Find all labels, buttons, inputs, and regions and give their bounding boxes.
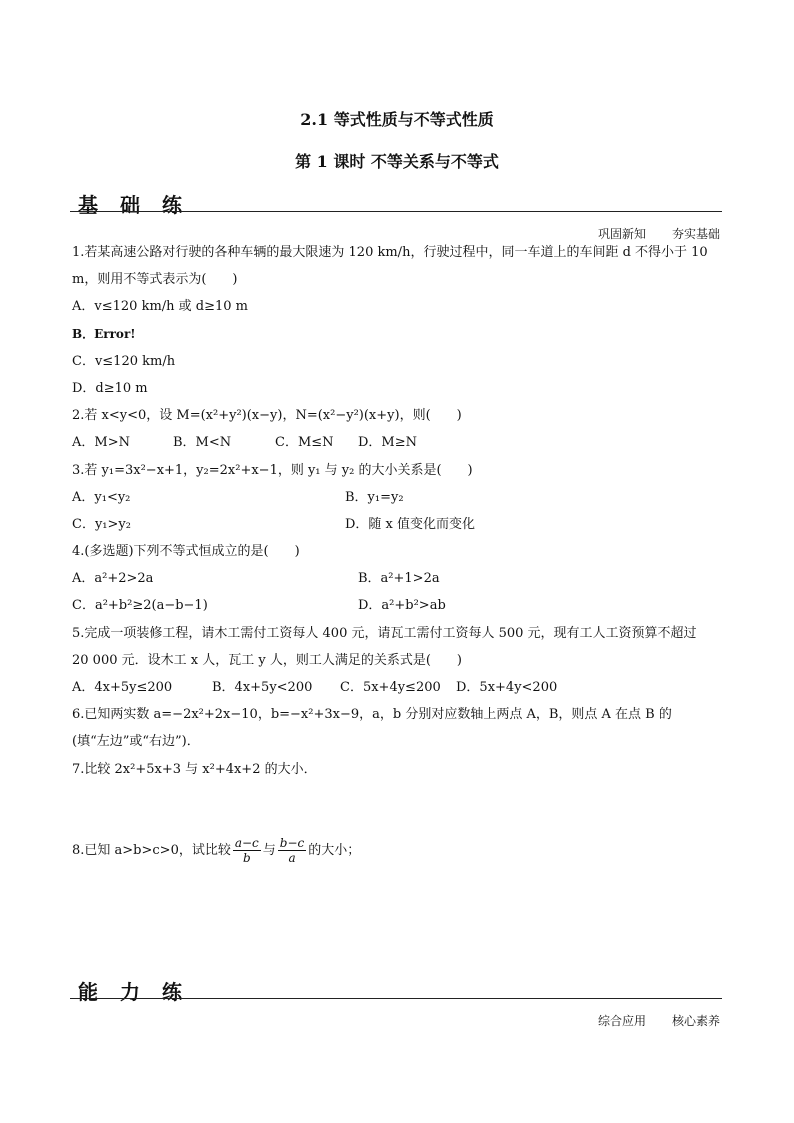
q5-option-c: C．5x+4y≤200 [340,680,441,695]
q5-option-d: D．5x+4y<200 [456,680,558,695]
question-1-line1: 1.若某高速公路对行驶的各种车辆的最大限速为 120 km/h，行驶过程中，同一车道上的车间距 d 不得小于 10 [72,245,708,260]
lesson-subtitle: 第 1 课时 不等关系与不等式 [295,152,499,171]
question-1-line2: m，则用不等式表示为( ) [72,272,238,287]
fraction-1 [233,836,261,866]
section-tags-ability [572,1012,720,1029]
q8-prefix: 8.已知 a>b>c>0，试比较 [72,843,231,859]
q3-option-c: C．y₁>y₂ [72,517,131,532]
q2-option-c: C．M≤N [275,435,334,450]
question-5-line2: 20 000 元．设木工 x 人，瓦工 y 人，则工人满足的关系式是( ) [72,653,462,668]
question-5-line1: 5.完成一项装修工程，请木工需付工资每人 400 元，请瓦工需付工资每人 500 元，现有工人工资预算不超过 [72,626,697,641]
section-divider [70,211,722,212]
q3-option-a: A．y₁<y₂ [72,490,131,505]
q4-option-d: D．a²+b²>ab [358,598,446,613]
q4-option-b: B．a²+1>2a [358,571,440,586]
fraction-2-denominator: a [288,851,296,866]
section-tag: 综合应用 [597,1014,646,1028]
q5-option-a: A．4x+5y≤200 [72,680,173,695]
q5-option-b: B．4x+5y<200 [212,680,313,695]
section-tag: 核心素养 [671,1014,720,1028]
fraction-1-numerator: a−c [234,836,259,850]
section-tag: 巩固新知 [597,227,646,241]
q1-option-a: A．v≤120 km/h 或 d≥10 m [72,299,249,314]
q1-option-d: D．d≥10 m [72,381,148,396]
section-tag: 夯实基础 [671,227,720,241]
q3-option-b: B．y₁=y₂ [345,490,404,505]
fraction-2 [278,836,306,866]
question-6-line1: 6.已知两实数 a=−2x²+2x−10，b=−x²+3x−9，a，b 分别对应数轴上两点 A，B，则点 A 在点 B 的 [72,707,672,722]
q1-option-b: B．Error! [72,327,136,341]
q1-option-c: C．v≤120 km/h [72,354,176,369]
q2-option-b: B．M<N [173,435,232,450]
section-heading-ability: 能力练 [78,980,204,1004]
q8-mid: 与 [262,843,276,859]
fraction-2-numerator: b−c [279,836,305,850]
q2-option-a: A．M>N [72,435,130,450]
q4-option-c: C．a²+b²≥2(a−b−1) [72,598,208,613]
section-tags-basic [572,225,720,242]
question-7-stem: 7.比较 2x²+5x+3 与 x²+4x+2 的大小． [72,762,317,777]
fraction-1-denominator: b [242,851,251,866]
question-2-stem: 2.若 x<y<0，设 M=(x²+y²)(x−y)，N=(x²−y²)(x+y)，则( ) [72,408,462,423]
q2-option-d: D．M≥N [358,435,418,450]
page-title: 2.1 等式性质与不等式性质 [300,110,494,129]
section-divider [70,998,722,999]
q3-option-d: D．随 x 值变化而变化 [345,517,476,532]
q4-option-a: A．a²+2>2a [72,571,154,586]
question-8 [72,836,360,866]
section-heading-basic: 基础练 [78,193,204,217]
question-4-stem: 4.(多选题)下列不等式恒成立的是( ) [72,544,300,559]
question-6-line2: (填“左边”或“右边”)． [72,734,200,749]
question-3-stem: 3.若 y₁=3x²−x+1，y₂=2x²+x−1，则 y₁ 与 y₂ 的大小关系是( ) [72,463,473,478]
q8-suffix: 的大小； [308,843,361,859]
